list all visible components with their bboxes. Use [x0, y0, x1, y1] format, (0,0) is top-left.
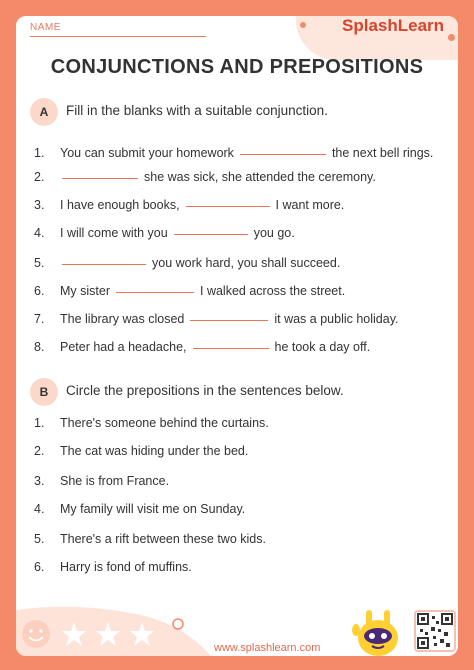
qr-code — [414, 610, 456, 652]
answer-blank[interactable] — [174, 234, 248, 235]
question-number: 4. — [34, 226, 45, 240]
question-a7 — [34, 312, 454, 330]
splashlearn-logo: SplashLearn — [342, 16, 445, 35]
answer-blank[interactable] — [116, 292, 194, 293]
section-a-instruction: Fill in the blanks with a suitable conjunction. — [66, 103, 328, 118]
question-number: 6. — [34, 284, 45, 298]
page-title: CONJUNCTIONS AND PREPOSITIONS — [50, 56, 424, 78]
question-a4 — [34, 226, 454, 244]
question-number: 4. — [34, 502, 45, 516]
question-text: She is from France. — [60, 474, 170, 488]
question-text: My sister — [60, 284, 110, 298]
question-a5 — [34, 256, 454, 274]
answer-blank[interactable] — [190, 320, 268, 321]
question-number: 5. — [34, 532, 45, 546]
question-a3 — [34, 198, 454, 216]
question-text: There's a rift between these two kids. — [60, 532, 266, 546]
name-label: NAME — [30, 22, 61, 33]
question-text: I will come with you — [60, 226, 168, 240]
question-b1 — [34, 416, 454, 434]
question-text: There's someone behind the curtains. — [60, 416, 269, 430]
question-b5 — [34, 532, 454, 550]
answer-blank[interactable] — [186, 206, 270, 207]
question-number: 3. — [34, 474, 45, 488]
smiley-icon — [22, 620, 50, 648]
question-b3 — [34, 474, 454, 492]
question-text: the next bell rings. — [331, 146, 434, 160]
question-text: Harry is fond of muffins. — [60, 560, 192, 574]
question-text: it was a public holiday. — [274, 312, 399, 326]
question-a1 — [34, 146, 454, 164]
question-text: I have enough books, — [60, 198, 180, 212]
question-text: You can submit your homework — [60, 146, 234, 160]
question-text: I want more. — [275, 198, 345, 212]
question-number: 5. — [34, 256, 45, 270]
name-field-line — [30, 36, 206, 37]
question-number: 7. — [34, 312, 45, 326]
question-text: you work hard, you shall succeed. — [152, 256, 341, 270]
answer-blank[interactable] — [240, 154, 326, 155]
question-b2 — [34, 444, 454, 462]
question-number: 3. — [34, 198, 45, 212]
section-a-header — [30, 98, 450, 126]
question-number: 1. — [34, 146, 45, 160]
question-text: Peter had a headache, — [60, 340, 187, 354]
question-text: I walked across the street. — [200, 284, 346, 298]
footer-url: www.splashlearn.com — [214, 642, 321, 654]
answer-blank[interactable] — [62, 264, 146, 265]
section-b-header — [30, 378, 450, 406]
question-number: 2. — [34, 170, 45, 184]
question-number: 8. — [34, 340, 45, 354]
question-a8 — [34, 340, 454, 358]
question-a2 — [34, 170, 454, 188]
mascot-icon — [350, 606, 410, 656]
decoration-dot — [300, 22, 306, 28]
question-number: 6. — [34, 560, 45, 574]
answer-blank[interactable] — [62, 178, 138, 179]
question-text: The cat was hiding under the bed. — [60, 444, 249, 458]
question-number: 1. — [34, 416, 45, 430]
question-text: My family will visit me on Sunday. — [60, 502, 246, 516]
decoration-dot — [448, 34, 455, 41]
section-a-badge: A — [30, 98, 58, 126]
question-text: he took a day off. — [274, 340, 371, 354]
section-b-badge: B — [30, 378, 58, 406]
question-text: she was sick, she attended the ceremony. — [144, 170, 376, 184]
answer-blank[interactable] — [193, 348, 269, 349]
worksheet-page — [16, 16, 458, 656]
question-text: The library was closed — [60, 312, 185, 326]
question-b4 — [34, 502, 454, 520]
section-b-instruction: Circle the prepositions in the sentences below. — [66, 383, 344, 398]
question-number: 2. — [34, 444, 45, 458]
qr-code-icon — [416, 612, 454, 650]
question-a6 — [34, 284, 454, 302]
question-text: you go. — [253, 226, 295, 240]
question-b6 — [34, 560, 454, 578]
